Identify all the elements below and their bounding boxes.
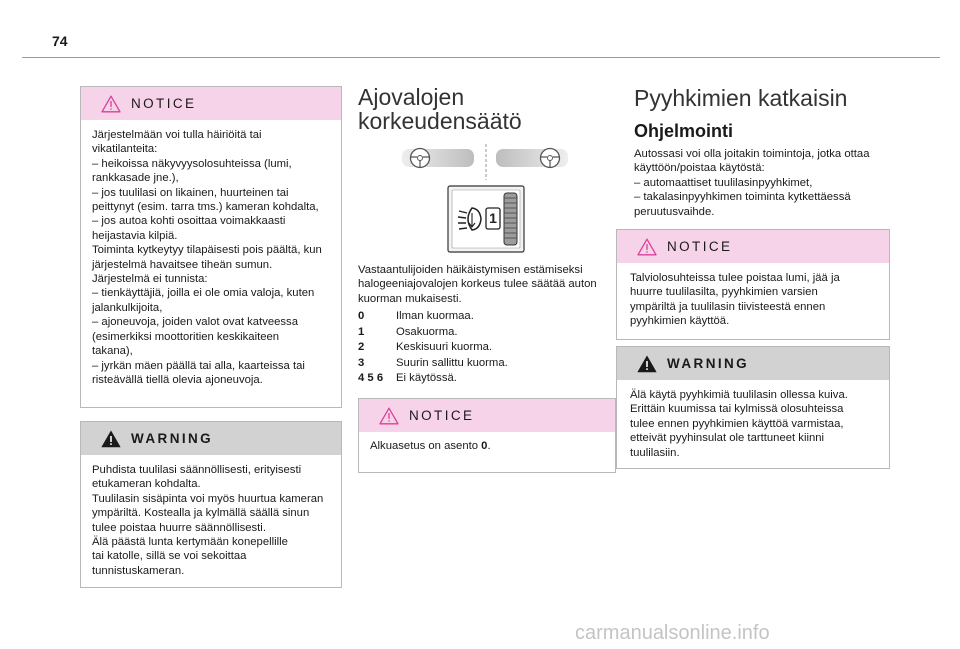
notice-header — [81, 87, 341, 120]
text-line: – jos autoa kohti osoittaa voimakkaasti — [92, 215, 286, 228]
text-line: Järjestelmään voi tulla häiriöitä tai — [92, 129, 262, 141]
position-text: Ei käytössä. — [396, 372, 457, 384]
heading-line: Ajovalojen — [358, 84, 465, 110]
warning-title: WARNING — [131, 431, 214, 446]
position-row — [358, 356, 508, 372]
text-line: jalankulkijoita, — [92, 301, 163, 314]
warning-title: WARNING — [667, 356, 750, 371]
wipers-intro — [634, 147, 894, 219]
text-line: etteivät pyyhinsulat ole tarttuneet kiinni — [630, 432, 825, 445]
notice-body — [359, 432, 615, 453]
position-key: 1 — [358, 325, 365, 338]
text-line: huurre tuulilasilta, pyyhkimien varsien — [630, 286, 818, 299]
notice-box-right — [616, 229, 890, 340]
text-line: – heikoissa näkyvyysolosuhteissa (lumi, — [92, 157, 292, 170]
text-line: Älä käytä pyyhkimiä tuulilasin ollessa kuiva. — [630, 389, 848, 401]
text-line: Puhdista tuulilasi säännöllisesti, erityisesti — [92, 464, 302, 476]
headlamp-intro — [358, 263, 618, 306]
warning-triangle-icon — [637, 355, 657, 373]
position-row — [358, 325, 508, 341]
warning-header — [617, 347, 889, 380]
warning-body — [617, 380, 889, 460]
caution-triangle-icon — [637, 238, 657, 256]
notice-text — [370, 439, 607, 453]
text-line: ympäriltä ja tuulilasin tiivisteestä ennen — [630, 300, 826, 313]
notice-box-left — [80, 86, 342, 408]
text-line: Järjestelmä ei tunnista: — [92, 273, 208, 286]
notice-title: NOTICE — [131, 96, 197, 111]
warning-box-left — [80, 421, 342, 588]
text-line: tunnistuskameran. — [92, 564, 185, 577]
text-line: peruutusvaihde. — [634, 205, 715, 218]
position-key: 3 — [358, 356, 365, 369]
text-line: järjestelmä havaitsee tiheän sumun. — [92, 258, 273, 271]
text-line: etukameran kohdalta. — [92, 478, 201, 491]
text-line: – jos tuulilasi on likainen, huurteinen tai — [92, 186, 289, 199]
position-list — [358, 309, 508, 387]
notice-text-suffix: . — [487, 440, 491, 452]
watermark-text: carmanualsonline.info — [575, 622, 770, 644]
text-line: – tienkäyttäjiä, joilla ei ole omia valoja, kuten — [92, 287, 315, 300]
page-number: 74 — [52, 33, 68, 49]
notice-body — [617, 263, 889, 329]
position-key: 2 — [358, 341, 365, 353]
caution-triangle-icon — [101, 95, 121, 113]
warning-header — [81, 422, 341, 455]
subheading-programming: Ohjelmointi — [634, 121, 733, 141]
top-rule — [22, 57, 940, 58]
text-line: tai katolle, sillä se voi sekoittaa — [92, 550, 247, 563]
section-heading-headlamp — [358, 85, 522, 133]
text-line: – ajoneuvoja, joiden valot ovat katveessa — [92, 316, 298, 329]
notice-text-prefix: Alkuasetus on asento — [370, 440, 482, 452]
text-line: tuulilasiin. — [630, 446, 680, 459]
text-line: Talviolosuhteissa tulee poistaa lumi, jää ja — [630, 272, 840, 284]
notice-header — [359, 399, 615, 432]
text-line: tulee ennen pyyhkimien käyttöä varmistaa, — [630, 417, 844, 430]
position-key: 4 5 6 — [358, 372, 384, 384]
notice-body — [81, 120, 341, 387]
text-line: kuorman mukaisesti. — [358, 292, 462, 305]
position-text: Suurin sallittu kuorma. — [396, 356, 508, 369]
headlamp-adjuster-illustration — [400, 140, 590, 255]
text-line: – takalasinpyyhkimen toiminta kytkettäessä — [634, 191, 851, 204]
headlamp-adjuster-drawing — [400, 140, 590, 255]
text-line: Älä päästä lunta kertymään konepellille — [92, 536, 288, 549]
text-line: Toiminta kytkeytyy tilapäisesti pois päältä, kun — [92, 244, 322, 257]
warning-box-right — [616, 346, 890, 469]
text-line: Vastaantulijoiden häikäistymisen estämiseksi — [358, 264, 583, 276]
text-line: vikatilanteita: — [92, 143, 158, 156]
position-row — [358, 309, 508, 325]
caution-triangle-icon — [379, 407, 399, 425]
position-text: Osakuorma. — [396, 325, 458, 338]
text-line: – automaattiset tuulilasinpyyhkimet, — [634, 176, 813, 189]
notice-header — [617, 230, 889, 263]
text-line: tulee poistaa huurre säännöllisesti. — [92, 521, 266, 534]
heading-line: korkeudensäätö — [358, 108, 522, 134]
section-heading-wipers: Pyyhkimien katkaisin — [634, 85, 848, 111]
text-line: käyttöön/poistaa käytöstä: — [634, 162, 765, 175]
notice-box-middle — [358, 398, 616, 473]
text-line: Erittäin kuumissa tai kylmissä olosuhteissa — [630, 403, 844, 416]
text-line: pyyhkimien käyttöä. — [630, 315, 730, 328]
notice-text-bold: 0 — [481, 440, 488, 452]
text-line: ympäriltä. Kostealla ja kylmällä säällä sinun — [92, 507, 310, 520]
text-line: risteävällä tiellä olevia ajoneuvoja. — [92, 373, 263, 386]
text-line: takana), — [92, 345, 133, 358]
text-line: Autossasi voi olla joitakin toimintoja, jotka ottaa — [634, 148, 870, 160]
adjuster-position-number: 1 — [489, 210, 497, 226]
position-key: 0 — [358, 310, 365, 322]
text-line: Tuulilasin sisäpinta voi myös huurtua kameran — [92, 492, 324, 505]
notice-title: NOTICE — [667, 239, 733, 254]
text-line: heijastavia kilpiä. — [92, 229, 178, 242]
position-row — [358, 371, 508, 387]
position-text: Keskisuuri kuorma. — [396, 341, 493, 353]
text-line: halogeeniajovalojen korkeus tulee säätää auton — [358, 278, 597, 291]
position-text: Ilman kuormaa. — [396, 310, 474, 322]
position-row — [358, 340, 508, 356]
text-line: rankkasade jne.), — [92, 172, 179, 185]
text-line: peittynyt (esim. tarra tms.) kameran kohdalta, — [92, 201, 319, 214]
text-line: – jyrkän mäen päällä tai alla, kaarteissa tai — [92, 359, 305, 372]
warning-body — [81, 455, 341, 578]
notice-title: NOTICE — [409, 408, 475, 423]
warning-triangle-icon — [101, 430, 121, 448]
text-line: (esimerkiksi moottoritien keskikaiteen — [92, 330, 280, 343]
